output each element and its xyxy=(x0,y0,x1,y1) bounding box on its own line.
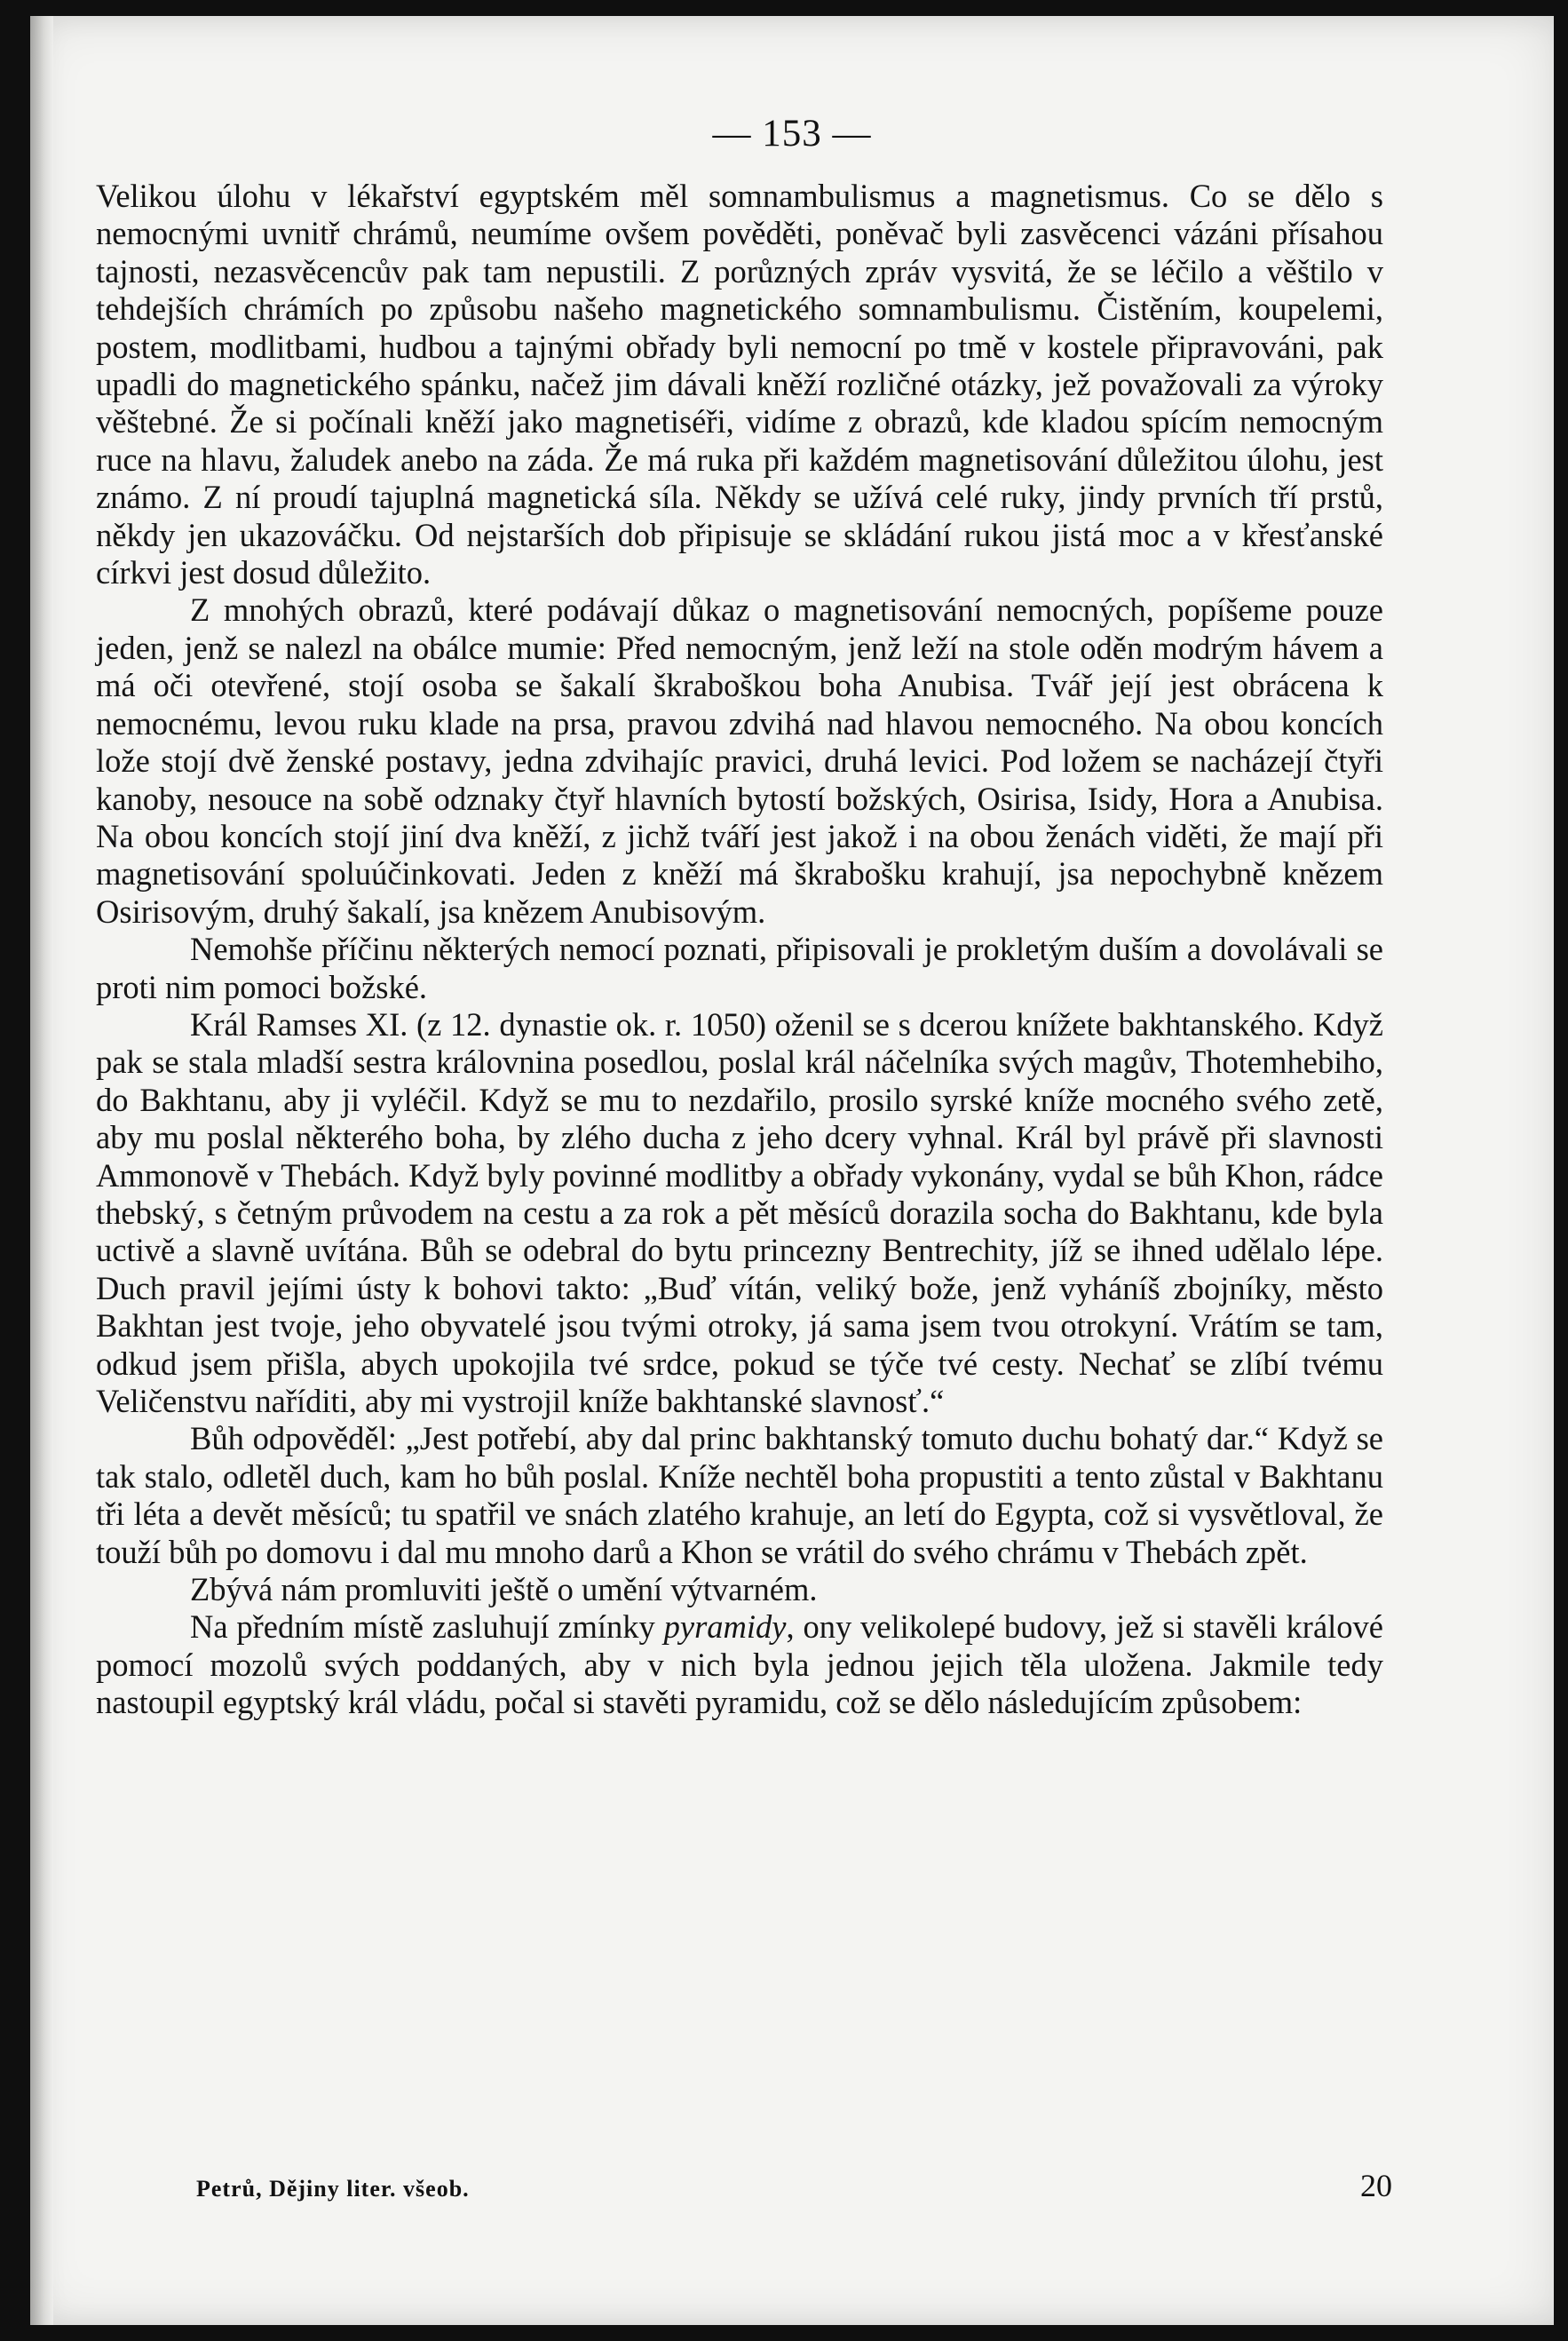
emphasized-term: pyramidy xyxy=(663,1608,787,1646)
paragraph-ramses: Král Ramses XI. (z 12. dynastie ok. r. 1050) oženil se s dcerou knížete bakhtanského. Když pak se stala mladší sestra královnina posedlou, poslal král náčelníka svých magův, Thotemhebiho, do Bakhtanu, aby ji vyléčil. Když se mu to nezdařilo, prosilo syrské kníže mocného svého zetě, aby mu poslal některého boha, by zlého ducha z jeho dcery vyhnal. Král byl právě při slavnosti Ammonově v Thebách. Když byly povinné modlitby a obřady vykonány, vydal se bůh Khon, rádce thebský, s četným průvodem na cestu a za rok a pět měsíců dorazila socha do Bakhtanu, kde byla uctivě a slavně uvítána. Bůh se odebral do bytu princezny Bentrechity, jíž se ihned udělalo lépe. Duch pravil jejími ústy k bohovi takto: „Buď vítán, veliký bože, jenž vyháníš zbojníky, město Bakhtan jest tvoje, jeho obyvatelé jsou tvými otroky, já sama jsem tvou otrokyní. Vrátím se tam, odkud jsem přišla, abych upokojila tvé srdce, pokud se týče tvé cesty. Nechať se zlíbí tvému Veličenstvu naříditi, aby mi vystrojil kníže bakhtanské slavnosť.“ xyxy=(96,1005,1383,1419)
paragraph-god-answer: Bůh odpověděl: „Jest potřebí, aby dal princ bakhtanský tomuto duchu bohatý dar.“ Když se tak stalo, odletěl duch, kam ho bůh poslal. Kníže nechtěl boha propustiti a tento zůstal v Bakhtanu tři léta a devět měsíců; tu spatřil ve snách zlatého krahuje, an letí do Egypta, což si vysvětloval, že touží bůh po domovu i dal mu mnoho darů a Khon se vrátil do svého chrámu v Thebách zpět. xyxy=(96,1420,1383,1570)
page-footer xyxy=(196,2167,1392,2204)
printer-signature: Petrů, Dějiny liter. všeob. xyxy=(196,2176,470,2202)
paragraph-pyramids: Na předním místě zasluhují zmínky pyramidy, ony velikolepé budovy, jež si stavěli králové pomocí mozolů svých poddaných, aby v nich byla jednou jejich těla uložena. Jakmile tedy nastoupil egyptský král vládu, počal si stavěti pyramidu, což se dělo následujícím způsobem: xyxy=(96,1608,1383,1721)
paragraph-mummy-image: Z mnohých obrazů, které podávají důkaz o magnetisování nemocných, popíšeme pouze jeden, jenž se nalezl na obálce mumie: Před nemocným, jenž leží na stole oděn modrým hávem a má oči otevřené, stojí osoba se šakalí škraboškou boha Anubisa. Tvář její jest obrácena k nemocnému, levou ruku klade na prsa, pravou zdvihá nad hlavou nemocného. Na obou koncích lože stojí dvě ženské postavy, jedna zdvihajíc pravici, druhá levici. Pod ložem se nacházejí čtyři kanoby, nesouce na sobě odznaky čtyř hlavních bytostí božských, Osirisa, Isidy, Hora a Anubisa. Na obou koncích stojí jiní dva kněží, z jichž tváří jest jakož i na obou ženách viděti, že mají při magnetisování spoluúčinkovati. Jeden z kněží má škrabošku krahují, jsa nepochybně knězem Osirisovým, druhý šakalí, jsa knězem Anubisovým. xyxy=(96,591,1383,930)
sheet-number: 20 xyxy=(1360,2168,1392,2203)
page-binding-edge xyxy=(30,16,53,2325)
paragraph-visual-art: Zbývá nám promluviti ještě o umění výtvarném. xyxy=(190,1571,818,1608)
page-number: — 153 — xyxy=(712,113,872,155)
page-body xyxy=(96,178,1383,1722)
paragraph-magnetism: Velikou úlohu v lékařství egyptském měl somnambulismus a magnetismus. Co se dělo s nemocnými uvnitř chrámů, neumíme ovšem pověděti, poněvač byli zasvěcenci vázáni přísahou tajnosti, nezasvěcencův pak tam nepustili. Z porůzných zpráv vysvitá, že se léčilo a věštilo v tehdejších chrámích po způsobu našeho magnetického somnambulismu. Čistěním, koupelemi, postem, modlitbami, hudbou a tajnými obřady byli nemocní po tmě v kostele připravováni, pak upadli do magnetického spánku, načež jim dávali kněží rozličné otázky, jež považovali za výroky věštebné. Že si počínali kněží jako magnetiséři, vidíme z obrazů, kde kladou spícím nemocným ruce na hlavu, žaludek anebo na záda. Že má ruka při každém magnetisování důležitou úlohu, jest známo. Z ní proudí tajuplná magnetická síla. Někdy se užívá celé ruky, jindy prvních tří prstů, někdy jen ukazováčku. Od nejstarších dob připisuje se skládání rukou jistá moc a v křesťanské církvi jest dosud důležito. xyxy=(96,178,1383,591)
paragraph-cursed-souls: Nemohše příčinu některých nemocí poznati, připisovali je prokletým duším a dovolávali se proti nim pomoci božské. xyxy=(96,931,1383,1005)
